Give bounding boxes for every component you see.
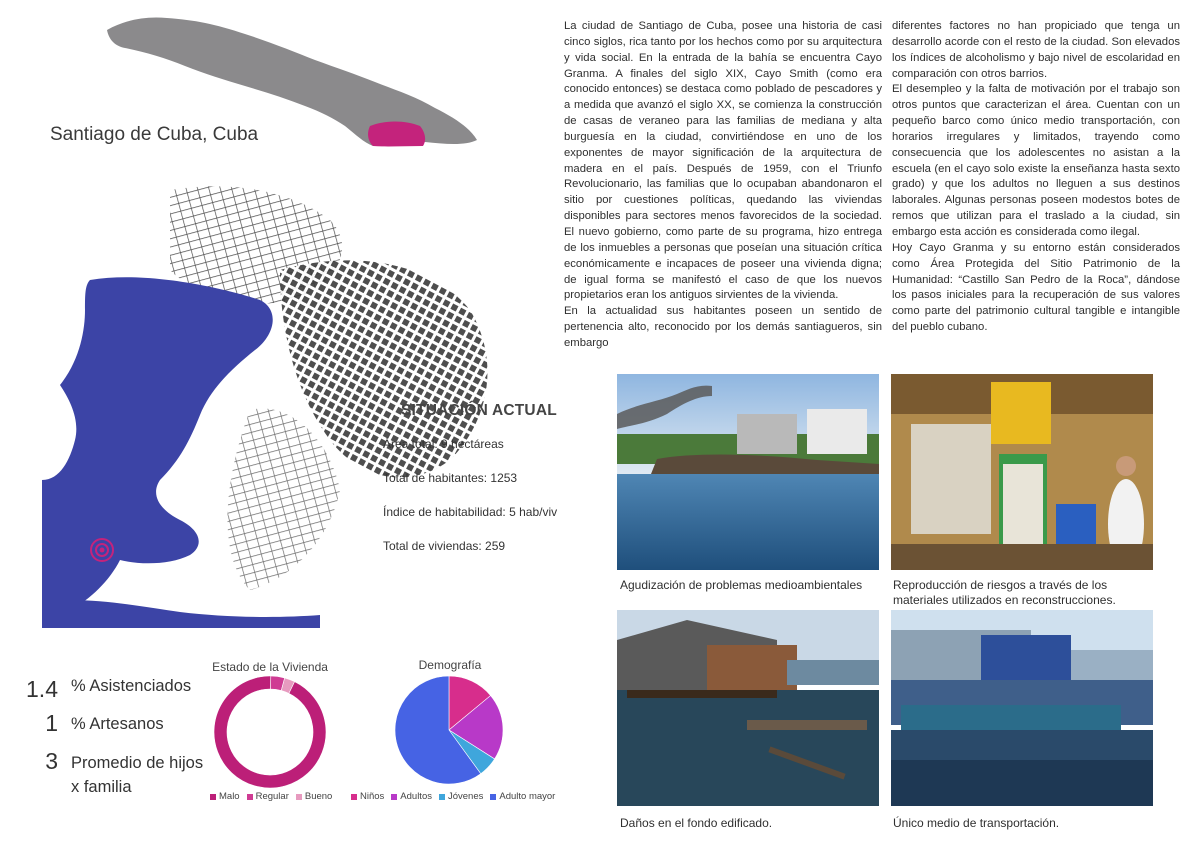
legend-item [391,791,432,802]
legend-swatch [351,794,357,800]
situation-item-area: Área total: 9 hectáreas [383,437,504,451]
stat-label: % Artesanos [71,715,164,733]
legend-swatch [439,794,445,800]
legend-swatch [247,794,253,800]
legend-item [247,791,289,802]
stat-value: 1 [45,710,58,736]
situation-item-population: Total de habitantes: 1253 [383,471,518,485]
pie-slice-malo [214,676,326,788]
chart-title-housing: Estado de la Vivienda [212,660,328,674]
bay-channel [42,600,320,628]
photo-caption: Agudización de problemas medioambientales [620,578,863,592]
photo-caption: Único medio de transportación. [893,816,1060,830]
photo-environmental-problems [617,374,879,570]
photo-building-damage [617,610,879,806]
photo-caption: Daños en el fondo edificado. [620,816,773,830]
article-column-1 [564,19,882,352]
legend-label: Malo [219,791,240,802]
legend-label: Jóvenes [447,791,484,802]
legend-label: Adulto mayor [499,791,556,802]
stat-label: % Asistenciados [71,677,192,695]
article-paragraph: Hoy Cayo Granma y su entorno están considerados como Área Protegida del Sitio Patrimonio de la Humanidad: “Castillo San Pedro de la Roca”, dándose los pasos iniciales para la recuperación de sus valores como parte del patrimonio cultural tangible e intangible del pueblo cubano. [892,241,1180,334]
article-paragraph: En la actualidad sus habitantes poseen un sentido de pertenencia alto, reconocido por los demás santiagueros, sin embargo [564,305,882,349]
legend-swatch [490,794,496,800]
stat-value: 3 [45,748,58,774]
article-paragraph: El desempleo y la falta de motivación por el trabajo son otros puntos que caracterizan el área. Cuentan con un pequeño barco como único medio transportación, con horarios irregulares y limitados, trayendo como consecuencia que los adolescentes no asistan a la escuela (en el cayo solo existe la enseñanza hasta sexto grado) y que los adultos no lleguen a sus destinos laborales. Algunas personas poseen modestos botes de remos que utilizan para el traslado a la ciudad, sin embargo esta acción es considerada como ilegal. [892,83,1180,238]
situation-item-dwellings: Total de viviendas: 259 [383,539,506,553]
photo-caption: Reproducción de riesgos a través de los materiales utilizados en reconstrucciones. [893,578,1116,607]
legend-swatch [296,794,302,800]
location-title: Santiago de Cuba, Cuba [50,124,259,145]
situation-item-habitability: Índice de habitabilidad: 5 hab/viv [383,505,558,519]
photo-reconstruction-risks [891,374,1153,570]
stat-label: Promedio de hijos x familia [71,754,204,796]
legend-item [490,791,555,802]
housing-legend [210,791,332,802]
santiago-bay-map [30,160,540,630]
demography-pie-chart [393,674,505,786]
legend-item [439,791,483,802]
article-paragraph: diferentes factores no han propiciado que tenga un desarrollo acorde con el resto de la ciudad. Son elevados los índices de alcoholismo y bajo nivel de escolaridad en comparación con otros barrios. [892,20,1180,80]
legend-label: Regular [255,791,289,802]
urban-area-south [228,408,341,590]
legend-item [351,791,384,802]
legend-label: Adultos [400,791,432,802]
legend-label: Niños [360,791,385,802]
santiago-province-highlight [368,122,425,147]
legend-item [296,791,332,802]
legend-label: Bueno [304,791,333,802]
article-column-2 [892,19,1180,336]
demography-legend [351,791,555,802]
article-paragraph: La ciudad de Santiago de Cuba, posee una historia de casi cinco siglos, rica tanto por los hechos como por su arquitectura y vida social. En la entrada de la bahía se encuentra Cayo Granma. A finales del siglo XIX, Cayo Smith (como era conocido entonces) se destaca como poblado de pescadores y a medida que avanzó el siglo XX, se comienza la construcción de casas de veraneo para las familias de mediana y alta burguesía en la ciudad, convirtiéndose en uno de los exponentes de mayor significación de la arquitectura de madera en el país. Después de 1959, con el Triunfo Revolucionario, las familias que lo ocupaban abandonaron el sitio por cuestiones políticas, quedando las viviendas disponibles para sectores menos favorecidos de la sociedad. El nuevo gobierno, como parte de su programa, hizo entrega de los inmuebles a personas que poseían una situación crítica económicamente e incapaces de poseer una vivienda digna; de igual forma se manifestó el caso de que los nuevos propietarios eran los antiguos sirvientes de la vivienda. [564,20,882,302]
legend-swatch [210,794,216,800]
housing-donut-chart [210,672,330,792]
chart-title-demography: Demografía [418,658,482,672]
photo-transport-ferry [891,610,1153,806]
situation-heading: SITUACIÓN ACTUAL [401,402,557,419]
stat-value: 1.4 [26,676,58,702]
legend-swatch [391,794,397,800]
legend-item [210,791,240,802]
